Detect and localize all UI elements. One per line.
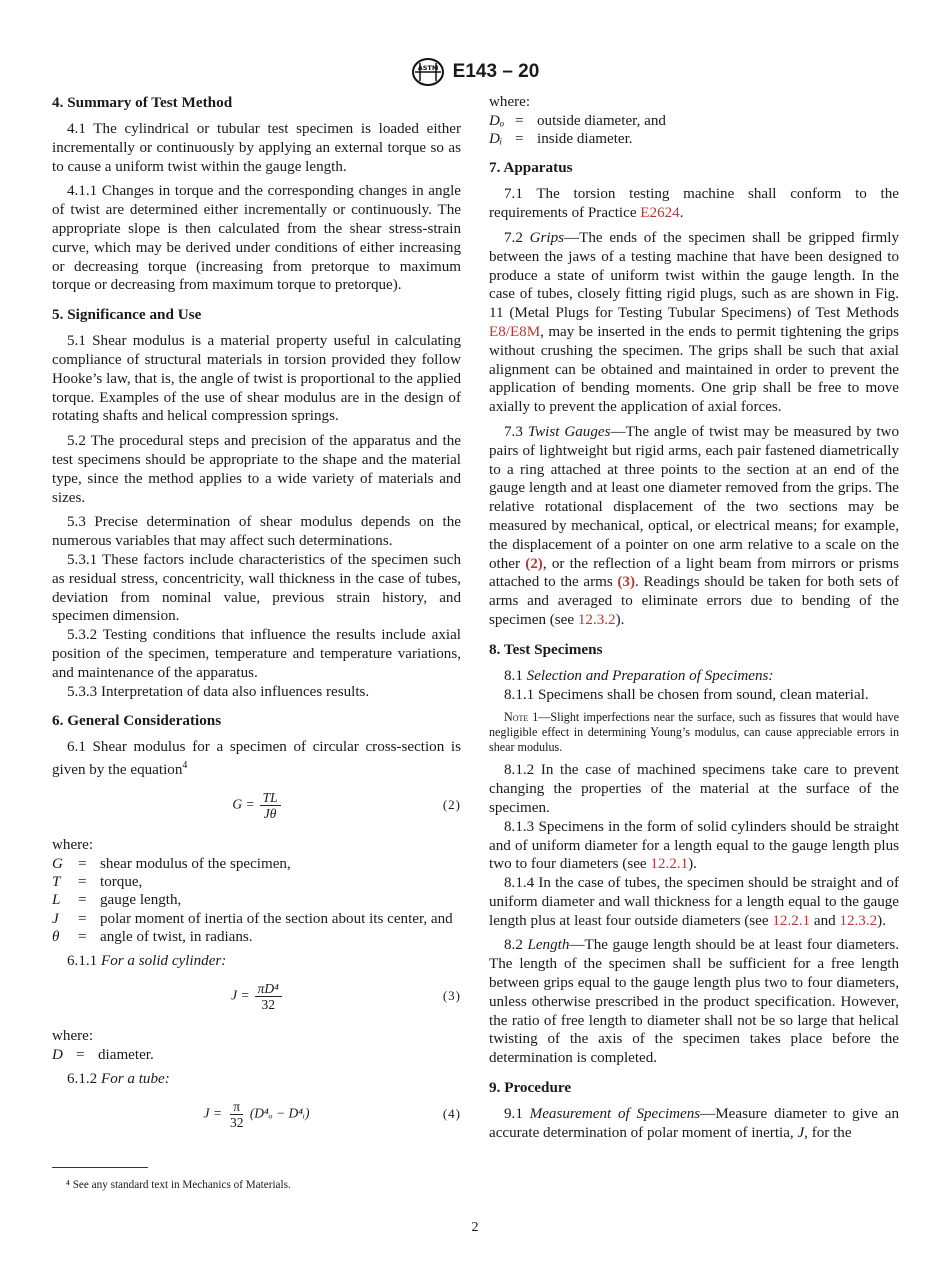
ref-12-2-1-link[interactable]: 12.2.1 <box>772 912 811 929</box>
para-8-1-2: 8.1.2 In the case of machined specimens take care to prevent changing the properties of the material at the surface of the specimen. <box>489 762 899 816</box>
section-8-title: 8. Test Specimens <box>489 640 603 658</box>
para-8-2: 8.2 Length—The gauge length should be at least four diameters. The length of the specimen shall be sufficient for a free length between grips equal to the gauge length plus two to four diameters, unless otherwise prescribed in the product specification. However, the ratio of free length to diameter shall not be so large that helical twisting of the axis of the specimen takes place before the determination is completed. <box>489 937 899 1067</box>
section-7-title: 7. Apparatus <box>489 159 573 177</box>
where-label-3: where: <box>489 94 531 110</box>
section-9-title: 9. Procedure <box>489 1079 572 1097</box>
para-5-3-2: 5.3.2 Testing conditions that influence the results include axial position of the specimen, temperature and temperature variations, and maintenance of the apparatus. <box>52 627 461 681</box>
para-6-1-2: 6.1.2 For a tube: <box>67 1071 170 1088</box>
astm-logo-icon <box>411 57 445 87</box>
para-8-1: 8.1 Selection and Preparation of Specimens: <box>504 667 774 684</box>
symbol-row: J = polar moment of inertia of the section about its center, and <box>52 910 453 927</box>
equation-3-label: (3) <box>442 988 461 1004</box>
symbol-list-1 <box>52 855 461 946</box>
para-4-1-1: 4.1.1 Changes in torque and the corresponding changes in angle of twist are determined either incrementally or continuously. The appropriate slope is then calculated from the shear stress-strain curve, which may be derived under conditions of either increasing or decreasing torque (increasing from pretorque to maximum torque or decreasing from maximum torque to pretorque). <box>52 183 461 294</box>
para-8-1-1: 8.1.1 Specimens shall be chosen from sound, clean material. <box>504 686 869 703</box>
symbol-row-D: D = diameter. <box>52 1046 154 1063</box>
para-9-1: 9.1 Measurement of Specimens—Measure diameter to give an accurate determination of polar moment of inertia, J, for the <box>489 1106 899 1141</box>
symbol-row: θ = angle of twist, in radians. <box>52 928 253 945</box>
para-7-1: 7.1 The torsion testing machine shall conform to the requirements of Practice E2624. <box>489 186 899 222</box>
footnote-divider <box>52 1167 148 1168</box>
para-5-2: 5.2 The procedural steps and precision of the apparatus and the test specimens should be appropriate to the shape and the material type, since the method applies to a wide variety of materials and sizes. <box>52 433 461 506</box>
ref-e8-link[interactable]: E8/E8M <box>489 323 541 340</box>
para-6-1-1: 6.1.1 For a solid cylinder: <box>67 953 227 970</box>
para-8-1-4: 8.1.4 In the case of tubes, the specimen should be straight and of uniform diameter and wall thickness for a length equal to the gauge length plus at least four outside diameters (see 12.2.1 and 12.3.2). <box>489 875 899 929</box>
ref-3-link[interactable]: (3) <box>617 574 636 591</box>
equation-2-label: (2) <box>442 796 461 812</box>
where-label-2: where: <box>52 1028 94 1045</box>
section-4-title: 4. Summary of Test Method <box>52 94 233 111</box>
section-5-title: 5. Significance and Use <box>52 306 202 324</box>
ref-2-link[interactable]: (2) <box>525 555 543 572</box>
right-column <box>489 93 899 1143</box>
equation-4-label: (4) <box>442 1105 461 1121</box>
equation-3: J = $\frac{\text{πD⁴}}{32}$ (3) <box>231 981 461 1013</box>
page-header <box>0 57 950 92</box>
note-1: Note 1—Slight imperfections near the surface, such as fissures that would have negligible effect in determining Young’s modulus, can cause appreciable errors in shear modulus. <box>489 710 899 755</box>
section-6-title: 6. General Considerations <box>52 712 222 730</box>
symbol-row: Dₒ = outside diameter, and <box>489 112 666 129</box>
para-5-3-1: 5.3.1 These factors include characteristics of the specimen such as residual stress, concentricity, wall thickness in the case of tubes, deviation from nominal value, previous strain history, and specimen dimension. <box>52 551 461 625</box>
para-7-2: 7.2 Grips—The ends of the specimen shall be gripped firmly between the jaws of a testing machine that have been designed to produce a state of uniform twist within the gauge length. In the case of tubes, closely fitting rigid plugs, such as are shown in Fig. 11 (Metal Plugs for Testing Tubular Specimens) of Test Methods E8/E8M, may be inserted in the ends to permit tightening the grips without crushing the specimen. The grips shall be such that axial alignment can be obtained and maintained in order to prevent the application of bending moments. One grip shall be free to move axially to prevent the application of axial forces. <box>489 229 900 416</box>
standard-designation: E143 – 20 <box>452 61 540 82</box>
ref-e2624-link[interactable]: E2624 <box>640 205 680 222</box>
ref-12-2-1-link[interactable]: 12.2.1 <box>650 856 689 873</box>
symbol-row: Dᵢ = inside diameter. <box>489 131 633 148</box>
left-column <box>52 93 461 1145</box>
symbol-row: T = torque, <box>52 874 143 891</box>
para-4-1: 4.1 The cylindrical or tubular test specimen is loaded either incrementally or continuously by applying an external torque so as to cause a uniform twist within the gauge length. <box>52 121 461 175</box>
para-5-1: 5.1 Shear modulus is a material property useful in calculating compliance of structural materials in torsion provided they follow Hooke’s law, that is, the angle of twist is proportional to the applied torque. Examples of the use of shear modulus are in the design of rotating shafts and helical compression springs. <box>52 333 461 425</box>
para-7-3: 7.3 Twist Gauges—The angle of twist may be measured by two pairs of lightweight but rigid arms, each pair fastened diametrically to a ring attached at three points to the section at an end of the gauge length and at least one diameter removed from the grips. The relative rotational displacement of the two sections may be measured by mechanical, optical, or electrical means; for example, the displacement of a pointer on one arm relative to a scale on the other (2), or the reflection of a light beam from mirrors or prisms attached to the arms (3). Readings should be taken for both sets of arms and averaged to eliminate errors due to bending of the specimen (see 12.3.2). <box>489 423 899 628</box>
ref-12-3-2-link[interactable]: 12.3.2 <box>839 912 878 929</box>
svg-text:ASTM: ASTM <box>417 64 438 72</box>
ref-12-3-2-link[interactable]: 12.3.2 <box>577 611 616 628</box>
equation-2: G = $\frac{TL}{J\theta}$ (2) <box>232 789 461 821</box>
para-8-1-3: 8.1.3 Specimens in the form of solid cylinders should be straight and of uniform diameter for a length equal to the gauge length plus two to four diameters (see 12.2.1). <box>489 818 899 873</box>
para-5-3: 5.3 Precise determination of shear modulus depends on the numerous variables that may affect such determinations. <box>52 514 461 550</box>
symbol-row: G = shear modulus of the specimen, <box>52 855 291 872</box>
equation-4: J = $\frac{\pi}{32}$ (D⁴ₒ − D⁴ᵢ) (4) <box>203 1098 461 1130</box>
where-label-1: where: <box>52 836 94 853</box>
para-5-3-3: 5.3.3 Interpretation of data also influences results. <box>67 683 370 700</box>
symbol-row: L = gauge length, <box>52 892 182 909</box>
page-number: 2 <box>471 1220 479 1235</box>
footnote-4: ⁴ See any standard text in Mechanics of Materials. <box>66 1179 291 1191</box>
para-6-1: 6.1 Shear modulus for a specimen of circular cross-section is given by the equation$^4$ <box>52 739 461 779</box>
